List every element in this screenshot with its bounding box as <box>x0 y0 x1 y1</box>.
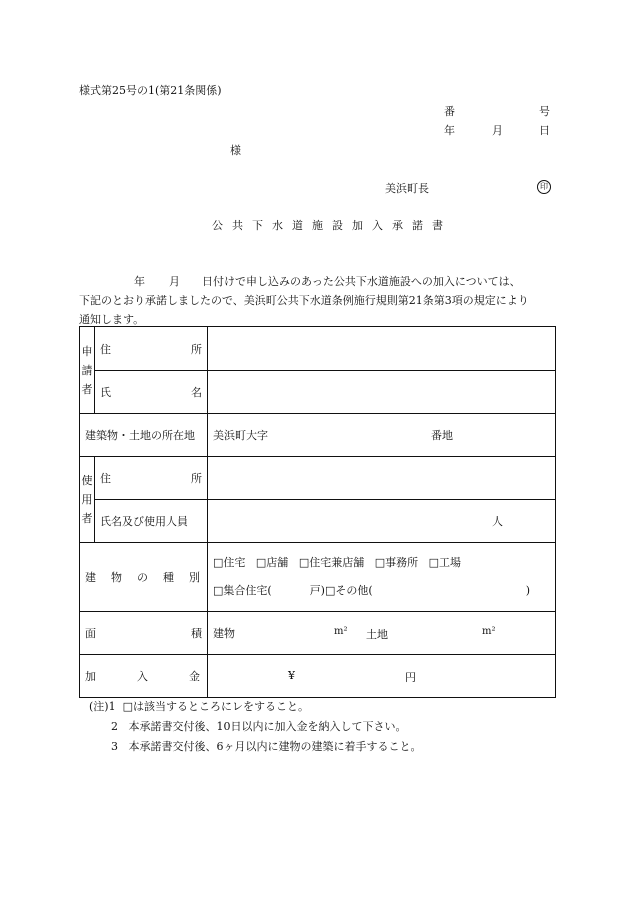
user-group-label: 使 用 者 <box>80 457 95 543</box>
applicant-group-label: 申 請 者 <box>80 327 95 414</box>
application-table <box>79 326 556 698</box>
area-field[interactable] <box>208 612 556 655</box>
area-unit-land: m² <box>482 626 496 637</box>
intro-line-1 <box>79 272 557 291</box>
document-title: 公共下水道施設加入承諾書 <box>212 219 452 232</box>
applicant-address-row <box>80 327 556 371</box>
location-row <box>80 414 556 457</box>
user-count-suffix: 人 <box>492 515 503 528</box>
applicant-address-field[interactable] <box>208 327 556 371</box>
user-address-row <box>80 457 556 500</box>
applicant-name-row <box>80 371 556 414</box>
building-type-row <box>80 543 556 612</box>
applicant-name-label: 氏 名 <box>95 371 208 414</box>
notes <box>89 697 422 757</box>
note-3-text: 本承諾書交付後、6ヶ月以内に建物の建築に着手すること。 <box>128 740 422 753</box>
intro-line-3: 通知します。 <box>79 313 145 326</box>
intro-paragraph <box>79 272 557 329</box>
note-3 <box>89 737 422 757</box>
area-unit-building: m² <box>334 626 348 637</box>
intro-line-2: 下記のとおり承諾しましたので、美浜町公共下水道条例施行規則第21条第3項の規定により <box>79 294 529 307</box>
date-day: 日 <box>539 124 550 137</box>
user-name-field[interactable] <box>208 500 556 543</box>
number-label: 番 <box>444 105 455 118</box>
note-2-text: 本承諾書交付後、10日以内に加入金を納入して下さい。 <box>128 720 407 733</box>
intro-year: 年 <box>134 275 145 288</box>
area-land-label: 土地 <box>366 628 388 641</box>
location-label: 建築物・土地の所在地 <box>80 414 208 457</box>
applicant-name-field[interactable] <box>208 371 556 414</box>
note-1 <box>89 697 422 717</box>
intro-month: 月 <box>169 275 180 288</box>
user-address-label: 住 所 <box>95 457 208 500</box>
fee-label: 加 入 金 <box>80 655 208 698</box>
location-field[interactable] <box>208 414 556 457</box>
location-value: 美浜町大字 <box>213 429 268 442</box>
location-suffix: 番地 <box>431 429 453 442</box>
checkbox-house-store[interactable]: □住宅兼店舗 <box>298 556 365 569</box>
other-close-paren: ) <box>525 584 530 597</box>
fee-unit: 円 <box>405 671 416 684</box>
user-name-label: 氏名及び使用人員 <box>95 500 208 543</box>
area-row <box>80 612 556 655</box>
building-options-row-2 <box>213 577 550 605</box>
user-address-field[interactable] <box>208 457 556 500</box>
form-id: 様式第25号の1(第21条関係) <box>79 84 222 97</box>
issuer: 美浜町長 <box>385 182 429 195</box>
number-suffix: 号 <box>539 105 550 118</box>
date-year: 年 <box>444 124 455 137</box>
building-type-label: 建 物 の 種 別 <box>80 543 208 612</box>
area-label: 面 積 <box>80 612 208 655</box>
fee-row <box>80 655 556 698</box>
checkbox-house[interactable]: □住宅 <box>213 556 246 569</box>
note-2-number: 2 <box>111 720 118 733</box>
note-prefix: (注)1 <box>89 700 116 713</box>
note-3-number: 3 <box>111 740 118 753</box>
checkbox-factory[interactable]: □工場 <box>428 556 462 569</box>
intro-line-1-text: 日付けで申し込みのあった公共下水道施設への加入については、 <box>202 275 521 288</box>
yen-sign: ¥ <box>288 669 295 682</box>
applicant-address-label: 住 所 <box>95 327 208 371</box>
note-1-text: □は該当するところにレをすること。 <box>122 700 309 713</box>
seal-mark <box>537 179 551 194</box>
user-name-row <box>80 500 556 543</box>
fee-field[interactable] <box>208 655 556 698</box>
building-type-options <box>208 543 556 612</box>
checkbox-office[interactable]: □事務所 <box>374 556 419 569</box>
checkbox-apartment[interactable]: □集合住宅( <box>213 584 272 597</box>
checkbox-other[interactable]: 戸)□その他( <box>309 584 373 597</box>
addressee-suffix: 様 <box>230 144 241 157</box>
seal-icon: 印 <box>537 180 551 194</box>
date-month: 月 <box>492 124 503 137</box>
note-2 <box>89 717 422 737</box>
area-building-label: 建物 <box>213 627 235 640</box>
building-options-row-1 <box>213 549 550 577</box>
checkbox-store[interactable]: □店舗 <box>255 556 289 569</box>
